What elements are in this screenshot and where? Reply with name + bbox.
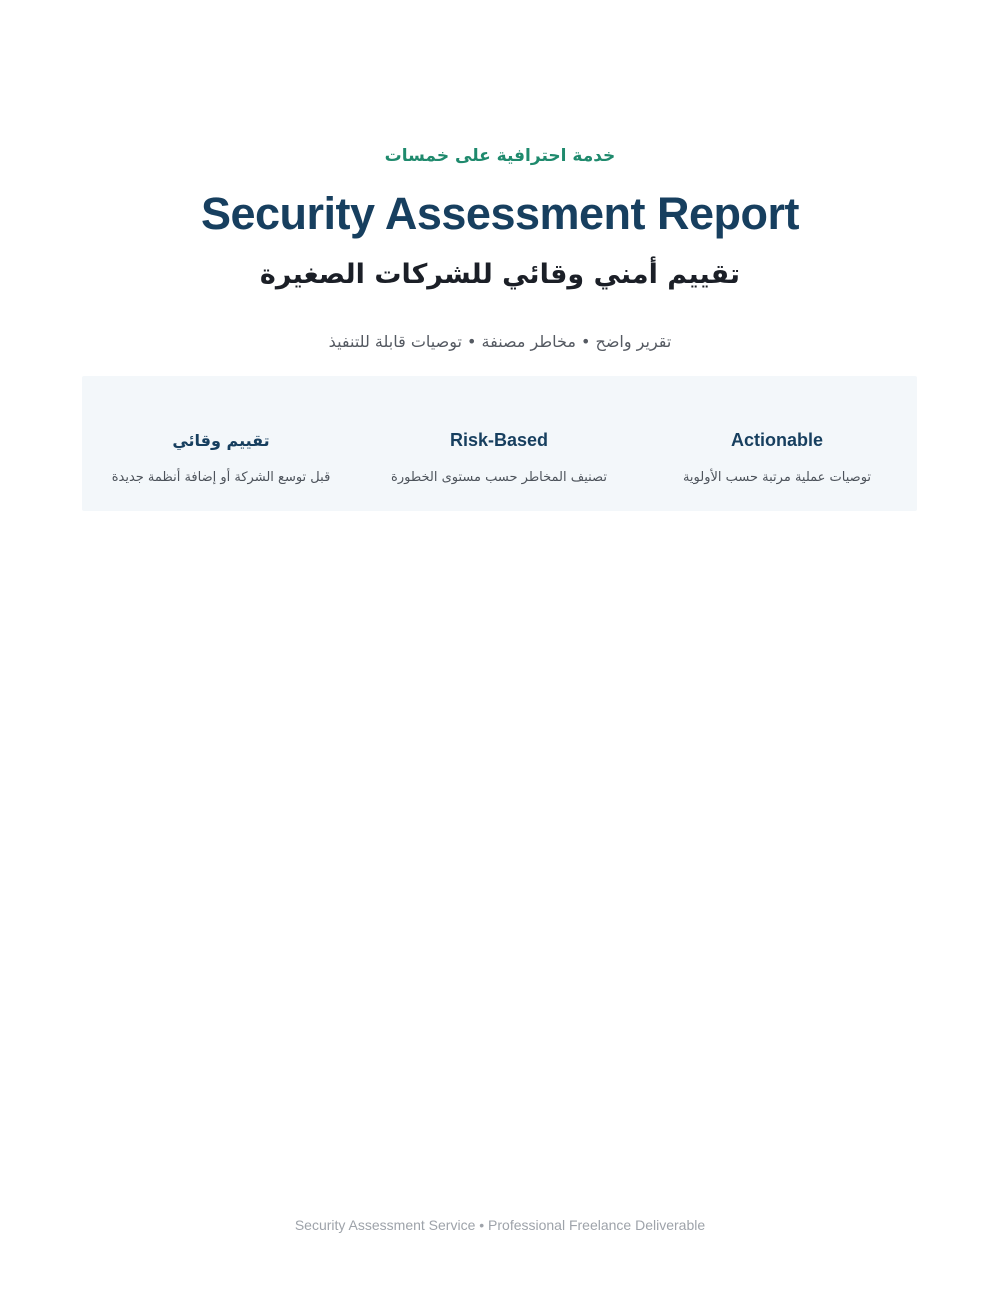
feature-title: Risk-Based [449, 430, 549, 450]
page-title: Security Assessment Report [200, 188, 800, 239]
feature-title: Actionable [730, 430, 823, 450]
feature-risk-based [360, 376, 638, 511]
tagline: تقرير واضح • مخاطر مصنفة • توصيات قابلة للتنفيذ [328, 332, 672, 351]
feature-title: تقييم وقائي [172, 431, 270, 450]
feature-description: تصنيف المخاطر حسب مستوى الخطورة [391, 470, 607, 485]
service-kicker: خدمة احترافية على خمسات [384, 146, 616, 166]
page-subtitle-arabic: تقييم أمني وقائي للشركات الصغيرة [259, 259, 741, 290]
feature-description: توصيات عملية مرتبة حسب الأولوية [682, 470, 872, 485]
feature-actionable [638, 376, 916, 511]
page-footer: Security Assessment Service • Professional Freelance Deliverable [294, 1217, 706, 1233]
feature-description: قبل توسع الشركة أو إضافة أنظمة جديدة [111, 470, 331, 485]
feature-preventive [82, 376, 360, 511]
features-panel [82, 376, 917, 511]
